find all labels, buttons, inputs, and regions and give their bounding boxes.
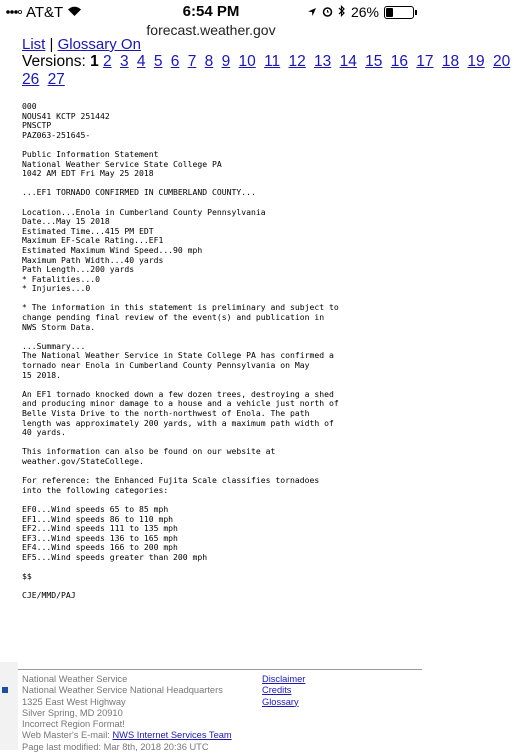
webmaster-link[interactable]: NWS Internet Services Team: [112, 730, 232, 741]
status-bar: [0, 0, 422, 22]
version-link[interactable]: 10: [238, 53, 256, 70]
battery-percent: 26%: [350, 4, 379, 20]
version-link[interactable]: 8: [204, 53, 214, 70]
version-link[interactable]: 14: [339, 53, 357, 70]
product-text: 000 NOUS41 KCTP 251442 PNSCTP PAZ063-251645- Public Information Statement National Weather Service State College PA 1042 AM EDT Fri May 25 2018 ...EF1 TORNADO CONFIRMED IN CUMBERLAND COUNTY... Location...Enola in Cumberland County Pennsylvania Date...May 15 2018 Estimated Time...415 PM EDT Maximum EF-Scale Rating...EF1 Estimated Maximum Wind Speed...90 mph Maximum Path Width...40 yards Path Length...200 yards * Fatalities...0 * Injuries...0 * The information in this statement is preliminary and subject to change pending final review of the event(s) and publication in NWS Storm Data. ...Summary... The National Weather Service in State College PA has confirmed a tornado near Enola in Cumberland County Pennsylvania on May 15 2018. An EF1 tornado knocked down a few dozen trees, destroying a shed and producing minor damage to a house and a vehicle just north of Belle Vista Drive to the north-northwest of Enola. The path length was approximately 200 yards, with a maximum path width of 40 yards. This information can also be found on our website at weather.gov/StateCollege. For reference: the Enhanced Fujita Scale classifies tornadoes into the following categories: EF0...Wind speeds 65 to 85 mph EF1...Wind speeds 86 to 110 mph EF2...Wind speeds 111 to 135 mph EF3...Wind speeds 136 to 165 mph EF4...Wind speeds 166 to 200 mph EF5...Wind speeds greater than 200 mph $$ CJE/MMD/PAJ: [22, 101, 339, 601]
current-version: 1: [90, 53, 99, 70]
footer-street: 1325 East West Highway: [22, 696, 126, 707]
edge-marker: [2, 687, 8, 693]
clock: 6:54 PM: [182, 3, 240, 20]
versions-label: Versions:: [22, 53, 86, 70]
footer-hq: National Weather Service National Headquarters: [22, 685, 223, 696]
carrier-name: AT&T: [26, 4, 64, 21]
versions-row: [22, 52, 511, 71]
version-link[interactable]: 7: [187, 53, 197, 70]
footer-city: Silver Spring, MD 20910: [22, 707, 123, 718]
credits-link[interactable]: Credits: [262, 685, 292, 696]
footer-address: [22, 674, 232, 753]
versions-row-2: [22, 71, 69, 89]
version-link[interactable]: 13: [314, 53, 332, 70]
version-link[interactable]: 27: [47, 71, 65, 88]
location-arrow-icon: [307, 4, 317, 20]
disclaimer-link[interactable]: Disclaimer: [262, 674, 306, 684]
glossary-link[interactable]: Glossary: [262, 696, 299, 707]
version-link[interactable]: 6: [170, 53, 180, 70]
top-links-separator: |: [45, 36, 58, 53]
version-link[interactable]: 2: [103, 53, 112, 70]
url-bar[interactable]: forecast.weather.gov: [146, 22, 276, 38]
version-link[interactable]: 19: [467, 53, 485, 70]
version-link[interactable]: 18: [441, 53, 460, 70]
version-link[interactable]: 9: [221, 53, 231, 70]
footer-incorrect-region: Incorrect Region Format!: [22, 719, 125, 730]
version-link[interactable]: 3: [119, 53, 129, 70]
version-link[interactable]: 15: [365, 53, 383, 70]
version-link[interactable]: 16: [390, 53, 408, 70]
webmaster-prefix: Web Master's E-mail:: [22, 730, 113, 741]
battery-fill: [386, 8, 393, 17]
version-link[interactable]: 11: [264, 53, 281, 70]
footer-last-modified: Page last modified: Mar 8th, 2018 20:36 UTC: [22, 741, 209, 752]
footer-links: [262, 674, 305, 708]
version-link[interactable]: 5: [153, 53, 163, 70]
battery-icon: [384, 6, 414, 19]
version-link[interactable]: 12: [288, 53, 306, 70]
status-right: [307, 4, 414, 20]
left-edge-bar: [0, 662, 18, 750]
alarm-clock-icon: [322, 4, 333, 20]
version-link[interactable]: 17: [416, 53, 434, 70]
version-link[interactable]: 20: [492, 53, 511, 70]
footer-org: National Weather Service: [22, 674, 128, 684]
version-link[interactable]: 4: [136, 53, 146, 70]
footer-webmaster: [22, 730, 232, 741]
glossary-on-link[interactable]: Glossary On: [57, 36, 141, 53]
top-links: [22, 36, 141, 53]
version-link[interactable]: 26: [22, 71, 40, 88]
page-content: [0, 36, 511, 752]
list-link[interactable]: List: [22, 36, 46, 53]
footer-divider: [18, 669, 422, 670]
bluetooth-icon: [338, 4, 346, 20]
